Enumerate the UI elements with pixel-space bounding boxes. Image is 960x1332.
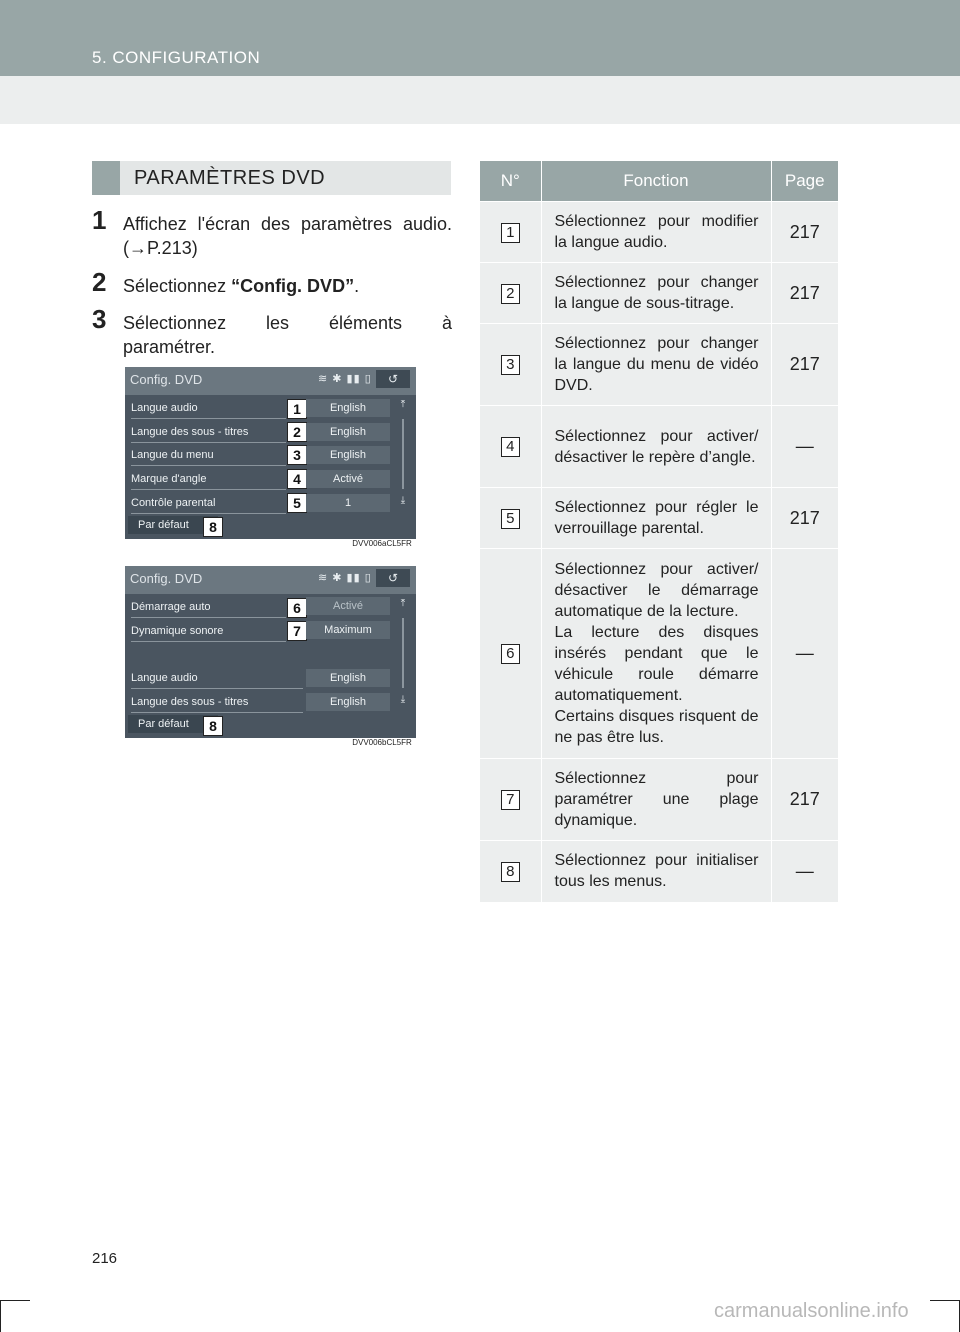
setting-value-parental-control[interactable]: 1 xyxy=(306,494,390,512)
callout-badge: 5 xyxy=(287,493,307,513)
setting-label-dynamic-range[interactable]: Dynamique sonore xyxy=(131,623,286,642)
setting-label-audio-language[interactable]: Langue audio xyxy=(131,670,303,689)
callout-badge: 8 xyxy=(203,716,223,736)
setting-value-dynamic-range[interactable]: Maximum xyxy=(306,621,390,639)
default-button[interactable]: Par défaut xyxy=(128,715,218,733)
status-icons: ≋ ✱ ▮▮ ▯ xyxy=(318,373,372,385)
watermark: carmanualsonline.info xyxy=(714,1300,909,1322)
setting-value-auto-start[interactable]: Activé xyxy=(306,597,390,615)
item-number: 8 xyxy=(501,862,520,882)
table-row xyxy=(480,549,838,759)
step-text: Sélectionnez les éléments à paramétrer. xyxy=(123,313,452,357)
table-row xyxy=(480,406,838,488)
table-header-row xyxy=(480,161,838,202)
table-row xyxy=(480,202,838,263)
dvd-config-screen-2 xyxy=(125,566,416,738)
scrollbar[interactable] xyxy=(396,598,410,712)
image-code: DVV006aCL5FR xyxy=(348,539,416,549)
step-number: 3 xyxy=(92,304,107,334)
setting-label-subtitle-language[interactable]: Langue des sous - titres xyxy=(131,694,303,713)
callout-badge: 7 xyxy=(287,621,307,641)
screen-title: Config. DVD xyxy=(130,372,203,387)
status-icons: ≋ ✱ ▮▮ ▯ xyxy=(318,572,372,584)
page-reference: 217 xyxy=(771,759,838,841)
section-title: PARAMÈTRES DVD xyxy=(134,167,326,189)
step-2 xyxy=(92,267,452,298)
table-row xyxy=(480,841,838,902)
setting-label-parental-control[interactable]: Contrôle parental xyxy=(131,495,286,514)
table-row xyxy=(480,488,838,549)
scroll-track[interactable] xyxy=(402,419,404,489)
scroll-up-icon[interactable]: ⤒ xyxy=(400,399,406,410)
item-number: 2 xyxy=(501,284,520,304)
setting-label-subtitle-language[interactable]: Langue des sous - titres xyxy=(131,424,286,443)
item-number: 7 xyxy=(501,790,520,810)
setting-value-menu-language[interactable]: English xyxy=(306,446,390,464)
item-number: 3 xyxy=(501,355,520,375)
function-description: Sélectionnez pour changer la langue du menu de vidéo DVD. xyxy=(541,324,771,406)
item-number: 1 xyxy=(501,223,520,243)
setting-label-angle-mark[interactable]: Marque d'angle xyxy=(131,471,286,490)
item-number: 4 xyxy=(501,437,520,457)
item-number: 5 xyxy=(501,509,520,529)
page-reference: — xyxy=(771,549,838,759)
item-number: 6 xyxy=(501,644,520,664)
setting-value-subtitle-language[interactable]: English xyxy=(306,423,390,441)
setting-value-subtitle-language[interactable]: English xyxy=(306,693,390,711)
setting-value-angle-mark[interactable]: Activé xyxy=(306,470,390,488)
step-number: 2 xyxy=(92,267,107,297)
scroll-down-icon[interactable]: ⤓ xyxy=(400,495,406,506)
back-icon[interactable]: ↺ xyxy=(376,370,410,388)
table-row xyxy=(480,759,838,841)
page-reference: 217 xyxy=(771,202,838,263)
header-sub-band xyxy=(0,76,960,124)
default-button[interactable]: Par défaut xyxy=(128,516,218,534)
screen-title: Config. DVD xyxy=(130,571,203,586)
setting-label-menu-language[interactable]: Langue du menu xyxy=(131,447,286,466)
step-number: 1 xyxy=(92,205,107,235)
setting-label-audio-language[interactable]: Langue audio xyxy=(131,400,286,419)
function-description: Sélectionnez pour changer la langue de sous-titrage. xyxy=(541,263,771,324)
function-description: Sélectionnez pour modifier la langue audio. xyxy=(541,202,771,263)
column-header-function: Fonction xyxy=(541,161,771,202)
step-3 xyxy=(92,304,452,359)
column-header-page: Page xyxy=(771,161,838,202)
callout-badge: 1 xyxy=(287,399,307,419)
section-heading xyxy=(92,161,451,195)
section-heading-accent xyxy=(92,161,120,195)
callout-badge: 4 xyxy=(287,469,307,489)
dvd-config-screen-1 xyxy=(125,367,416,539)
step-1 xyxy=(92,205,452,260)
page-reference: 217 xyxy=(771,324,838,406)
step-text: Affichez l'écran des paramètres audio. (→P.213) xyxy=(123,214,452,258)
scroll-track[interactable] xyxy=(402,618,404,688)
callout-badge: 3 xyxy=(287,445,307,465)
image-code: DVV006bCL5FR xyxy=(348,738,416,748)
function-description: Sélectionnez pour activer/ désactiver le repère d’angle. xyxy=(541,406,771,488)
setting-value-audio-language[interactable]: English xyxy=(306,399,390,417)
function-description: Sélectionnez pour initialiser tous les menus. xyxy=(541,841,771,902)
function-description: Sélectionnez pour paramétrer une plage dynamique. xyxy=(541,759,771,841)
callout-badge: 6 xyxy=(287,598,307,618)
crop-mark xyxy=(930,1300,960,1301)
crop-mark xyxy=(0,1300,30,1301)
function-description: Sélectionnez pour activer/ désactiver le démarrage automatique de la lecture. La lecture des disques insérés pendant que le véhicule roule démarre automatiquement. Certains disques risquent de ne pas être lus. xyxy=(541,549,771,759)
step-text: Sélectionnez “Config. DVD”. xyxy=(123,276,360,296)
callout-badge: 2 xyxy=(287,422,307,442)
table-row xyxy=(480,324,838,406)
function-table xyxy=(480,161,838,902)
page-reference: 217 xyxy=(771,263,838,324)
setting-value-audio-language[interactable]: English xyxy=(306,669,390,687)
page-reference: — xyxy=(771,406,838,488)
function-description: Sélectionnez pour régler le verrouillage parental. xyxy=(541,488,771,549)
page-number: 216 xyxy=(92,1250,118,1267)
table-row xyxy=(480,263,838,324)
column-header-no: N° xyxy=(480,161,541,202)
setting-label-auto-start[interactable]: Démarrage auto xyxy=(131,599,286,618)
scroll-up-icon[interactable]: ⤒ xyxy=(400,598,406,609)
scrollbar[interactable] xyxy=(396,399,410,513)
scroll-down-icon[interactable]: ⤓ xyxy=(400,694,406,705)
back-icon[interactable]: ↺ xyxy=(376,569,410,587)
callout-badge: 8 xyxy=(203,517,223,537)
crop-mark xyxy=(0,1300,1,1332)
page-reference: 217 xyxy=(771,488,838,549)
page-reference: — xyxy=(771,841,838,902)
chapter-title: 5. CONFIGURATION xyxy=(92,48,261,67)
